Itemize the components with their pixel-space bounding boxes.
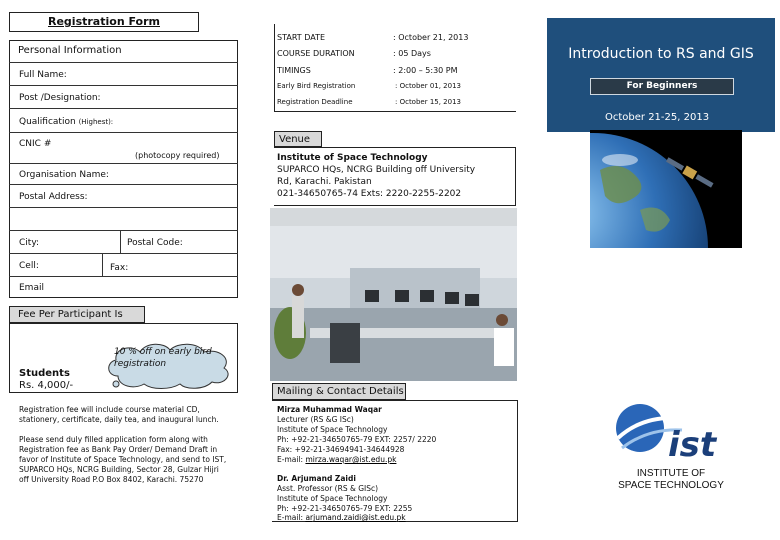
schedule-value: : October 21, 2013 — [393, 33, 469, 42]
divider — [9, 62, 238, 63]
fee-title-box — [9, 306, 145, 323]
schedule-row — [277, 33, 325, 42]
fee-note-2: Please send duly filled application form along with Registration fee as Bank Pay Order/ Demand Draft in favor of Institute of Space Technology, and send to IST, SUPARCO HQs, NCRG Building, Sector 28, Gulzar Hijri off University Road P.O Box 8402, Karachi. 75270 — [19, 435, 227, 484]
subtitle-badge — [590, 78, 734, 95]
post-label[interactable]: Post /Designation: — [19, 93, 101, 103]
contact-1-line-1: Lecturer (RS &G ISc) — [277, 415, 354, 424]
contact-1-email-label: E-mail: — [277, 455, 306, 464]
venue-title: Venue — [279, 134, 311, 145]
institute-name-line-2: SPACE TECHNOLOGY — [618, 480, 724, 491]
divider — [102, 253, 103, 276]
personal-info-label: Personal Information — [18, 45, 122, 56]
schedule-label: TIMINGS — [277, 66, 311, 75]
schedule-label: Registration Deadline — [277, 98, 353, 106]
contact-1-line-4: Fax: +92-21-34694941-34644928 — [277, 445, 405, 454]
students-label: Students — [19, 368, 70, 379]
divider — [9, 207, 238, 208]
venue-title-box — [274, 131, 322, 147]
full-name-label[interactable]: Full Name: — [19, 70, 67, 80]
qualification-label[interactable] — [19, 117, 113, 127]
venue-line-1: SUPARCO HQs, NCRG Building off University — [277, 165, 476, 175]
divider — [9, 230, 238, 231]
divider — [9, 132, 238, 133]
divider — [9, 253, 238, 254]
venue-line-3: 021-34650765-74 Exts: 2220-2255-2202 — [277, 189, 462, 199]
divider — [120, 230, 121, 253]
postal-code-label[interactable]: Postal Code: — [127, 238, 183, 248]
contact-2-email-row — [277, 513, 406, 522]
city-label[interactable]: City: — [19, 238, 40, 248]
schedule-label: Early Bird Registration — [277, 82, 356, 90]
venue-line-2: Rd, Karachi. Pakistan — [277, 177, 372, 187]
email-label[interactable]: Email — [19, 283, 44, 293]
cover-dates: October 21-25, 2013 — [605, 112, 710, 123]
qualification-text: Qualification — [19, 117, 76, 127]
contact-2-email-link[interactable]: arjumand.zaidi@ist.edu.pk — [305, 513, 406, 522]
contact-2-line-2: Institute of Space Technology — [277, 494, 388, 503]
schedule-value: : October 15, 2013 — [395, 98, 461, 106]
contact-1-line-3: Ph: +92-21-34650765-79 EXT: 2257/ 2220 — [277, 435, 437, 444]
schedule-label: START DATE — [277, 33, 326, 42]
divider — [9, 85, 238, 86]
ist-logo — [608, 398, 726, 466]
subtitle-text: For Beginners — [626, 81, 698, 91]
contact-2-email-label: E-mail: — [277, 513, 306, 522]
students-amount: Rs. 4,000/- — [19, 380, 74, 391]
mailing-title-box — [272, 383, 406, 400]
contact-2-line-3: Ph: +92-21-34650765-79 EXT: 2255 — [277, 504, 413, 513]
registration-form-title: Registration Form — [48, 15, 160, 28]
contact-1-name: Mirza Muhammad Waqar — [277, 405, 382, 414]
registration-form-title-box — [9, 12, 199, 32]
schedule-value: : October 01, 2013 — [395, 82, 461, 90]
qualification-note: (Highest): — [78, 118, 114, 126]
organisation-label[interactable]: Organisation Name: — [19, 170, 109, 180]
fee-title: Fee Per Participant Is — [18, 309, 123, 320]
cover-title: Introduction to RS and GIS — [568, 46, 754, 62]
photocopy-note: (photocopy required) — [135, 151, 220, 160]
contact-1-email-link[interactable]: mirza.waqar@ist.edu.pk — [305, 455, 397, 464]
venue-name: Institute of Space Technology — [277, 153, 428, 163]
contact-2-name: Dr. Arjumand Zaidi — [277, 474, 356, 483]
institute-name-line-1: INSTITUTE OF — [636, 468, 706, 479]
schedule-value: : 2:00 – 5:30 PM — [393, 66, 458, 75]
divider — [9, 276, 238, 277]
divider — [9, 163, 238, 164]
divider — [9, 184, 238, 185]
cnic-label[interactable]: CNIC # — [19, 139, 52, 149]
discount-text: 10 % off on early bird registration — [114, 347, 212, 369]
postal-address-label[interactable]: Postal Address: — [19, 192, 88, 202]
contact-1-email-row — [277, 455, 396, 464]
cell-label[interactable]: Cell: — [19, 261, 39, 271]
divider — [9, 108, 238, 109]
schedule-label: COURSE DURATION — [277, 49, 355, 58]
computer-lab-photo — [270, 208, 517, 381]
contact-1-line-2: Institute of Space Technology — [277, 425, 388, 434]
earth-satellite-image — [590, 130, 742, 248]
contact-2-line-1: Asst. Professor (RS & GISc) — [277, 484, 379, 493]
fee-note-1: Registration fee will include course material CD, stationery, certificate, daily tea, and inaugural lunch. — [19, 405, 219, 424]
mailing-title: Mailing & Contact Details — [277, 386, 404, 397]
schedule-value: : 05 Days — [393, 49, 431, 58]
fax-label[interactable]: Fax: — [110, 263, 129, 273]
svg-text:ist: ist — [668, 425, 717, 465]
